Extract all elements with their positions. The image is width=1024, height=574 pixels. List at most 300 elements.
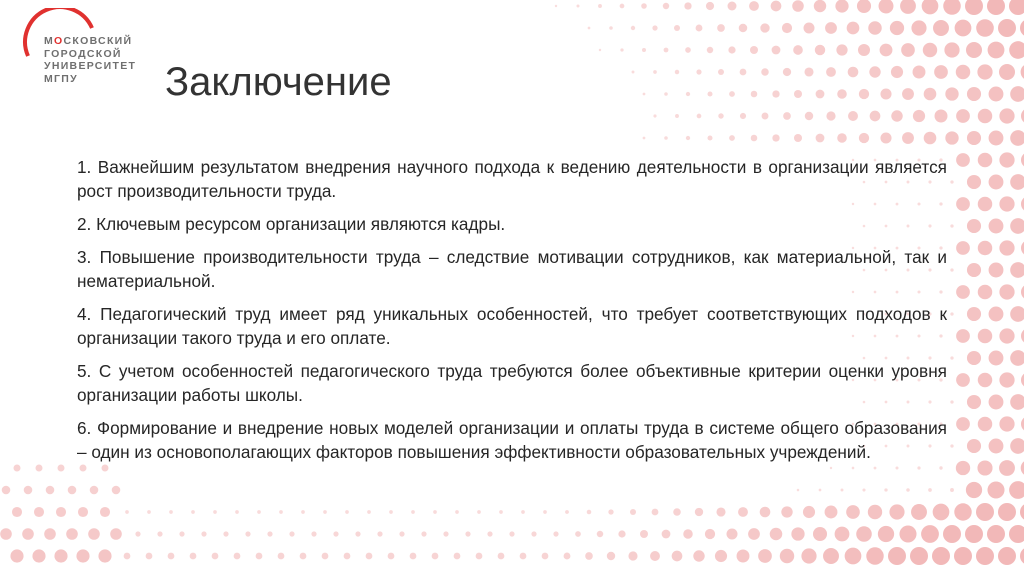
decorative-dot [879, 0, 894, 13]
decorative-dot [487, 531, 492, 536]
decorative-dot [1020, 19, 1024, 37]
decorative-dot [911, 504, 927, 520]
decorative-dot [1009, 41, 1024, 59]
decorative-dot [664, 48, 669, 53]
decorative-dot [245, 531, 250, 536]
decorative-dot [499, 510, 503, 514]
decorative-dot [454, 553, 461, 560]
decorative-dot [1010, 130, 1024, 146]
decorative-dot [770, 528, 783, 541]
decorative-dot [715, 550, 727, 562]
decorative-dot [967, 439, 981, 453]
decorative-dot [956, 285, 970, 299]
decorative-dot [542, 553, 549, 560]
decorative-dot [146, 553, 153, 560]
decorative-dot [978, 417, 992, 431]
decorative-dot [597, 531, 603, 537]
decorative-dot [978, 285, 992, 299]
decorative-dot [279, 510, 283, 514]
decorative-dot [695, 508, 703, 516]
decorative-dot [618, 530, 625, 537]
decorative-dot [934, 65, 948, 79]
decorative-dot [653, 114, 656, 117]
decorative-dot [1010, 218, 1024, 234]
decorative-dot [956, 109, 970, 123]
decorative-dot [841, 489, 844, 492]
decorative-dot [555, 5, 557, 7]
decorative-dot [869, 66, 880, 77]
decorative-dot [933, 504, 950, 521]
decorative-dot [989, 439, 1004, 454]
decorative-dot [792, 0, 804, 12]
decorative-dot [913, 110, 925, 122]
decorative-dot [609, 26, 613, 30]
decorative-dot [801, 548, 816, 563]
decorative-dot [878, 526, 894, 542]
decorative-dot [935, 110, 948, 123]
decorative-dot [575, 531, 581, 537]
decorative-dot [46, 486, 55, 495]
decorative-dot [835, 0, 848, 13]
decorative-dot [179, 531, 184, 536]
decorative-dot [399, 531, 404, 536]
decorative-dot [630, 509, 636, 515]
decorative-dot [989, 87, 1004, 102]
decorative-dot [998, 503, 1016, 521]
list-item: 2. Ключевым ресурсом организации являются кадры. [77, 214, 506, 234]
decorative-dot [520, 553, 527, 560]
decorative-dot [728, 46, 735, 53]
decorative-dot [902, 132, 914, 144]
decorative-dot [433, 510, 437, 514]
decorative-dot [825, 22, 837, 34]
decorative-dot [300, 553, 307, 560]
decorative-dot [954, 547, 972, 565]
decorative-dot [771, 1, 782, 12]
decorative-dot [576, 4, 579, 7]
decorative-dot [112, 486, 121, 495]
decorative-dot [235, 510, 239, 514]
decorative-dot [696, 69, 701, 74]
decorative-dot [999, 460, 1015, 476]
logo-text: УНИВЕРСИТЕТ [44, 60, 137, 72]
decorative-dot [911, 20, 926, 35]
decorative-dot [998, 19, 1016, 37]
decorative-dot [57, 464, 64, 471]
decorative-dot [870, 111, 881, 122]
decorative-dot [22, 528, 34, 540]
decorative-dot [98, 549, 111, 562]
decorative-dot [24, 486, 33, 495]
slide-title: Заключение [165, 60, 392, 104]
decorative-dot [88, 528, 100, 540]
decorative-dot [1010, 174, 1024, 190]
decorative-dot [620, 48, 623, 51]
decorative-dot [772, 90, 779, 97]
decorative-dot [289, 531, 294, 536]
decorative-dot [686, 136, 690, 140]
decorative-dot [707, 47, 713, 53]
decorative-dot [54, 549, 67, 562]
decorative-dot [987, 525, 1005, 543]
decorative-dot [978, 241, 992, 255]
decorative-dot [100, 507, 110, 517]
decorative-dot [12, 507, 22, 517]
decorative-dot [978, 153, 992, 167]
decorative-dot [978, 373, 992, 387]
decorative-dot [899, 525, 916, 542]
decorative-dot [68, 486, 77, 495]
decorative-dot [956, 241, 970, 255]
decorative-dot [673, 508, 681, 516]
university-logo [14, 8, 154, 88]
decorative-dot [910, 547, 928, 565]
decorative-dot [432, 553, 439, 560]
decorative-dot [967, 175, 981, 189]
decorative-dot [891, 66, 903, 78]
decorative-dot [421, 531, 426, 536]
decorative-dot [978, 109, 992, 123]
decorative-dot [943, 525, 961, 543]
decorative-dot [729, 91, 735, 97]
decorative-dot [965, 525, 983, 543]
decorative-dot [344, 553, 351, 560]
list-item: 1. Важнейшим результатом внедрения научного подхода к ведению деятельности в организации является рост производительности труда. [77, 157, 947, 201]
decorative-dot [749, 1, 759, 11]
decorative-dot [543, 510, 547, 514]
decorative-dot [814, 0, 826, 12]
decorative-dot [650, 551, 660, 561]
decorative-dot [10, 549, 23, 562]
decorative-dot [902, 88, 914, 100]
decorative-dot [943, 0, 961, 15]
decorative-dot [868, 21, 881, 34]
decorative-dot [797, 489, 800, 492]
list-item: 6. Формирование и внедрение новых моделей организации и оплаты труда в системе общего образования – один из основополагающих факторов повышения эффективности образовательных учреждений. [77, 418, 947, 462]
decorative-dot [465, 531, 470, 536]
decorative-dot [978, 197, 992, 211]
decorative-dot [739, 24, 748, 33]
decorative-dot [377, 531, 382, 536]
decorative-dot [950, 488, 954, 492]
decorative-dot [944, 42, 959, 57]
logo-text: М [44, 35, 55, 47]
decorative-dot [716, 507, 725, 516]
decorative-dot [884, 488, 887, 491]
decorative-dot [906, 488, 909, 491]
decorative-dot [758, 549, 772, 563]
decorative-dot [498, 553, 505, 560]
decorative-dot [967, 219, 981, 233]
decorative-dot [950, 268, 953, 271]
decorative-dot [913, 66, 926, 79]
decorative-dot [34, 507, 44, 517]
decorative-dot [965, 0, 983, 15]
decorative-dot [750, 46, 758, 54]
decorative-dot [848, 67, 859, 78]
decorative-dot [355, 531, 360, 536]
decorative-dot [956, 373, 970, 387]
decorative-dot [751, 135, 758, 142]
decorative-dot [988, 42, 1005, 59]
decorative-dot [740, 113, 746, 119]
decorative-dot [858, 44, 870, 56]
decorative-dot [989, 351, 1004, 366]
decorative-dot [933, 20, 949, 36]
decorative-dot [857, 0, 871, 13]
decorative-dot [301, 510, 305, 514]
decorative-dot [157, 531, 162, 536]
decorative-dot [950, 444, 953, 447]
decorative-dot [44, 528, 56, 540]
decorative-dot [585, 552, 593, 560]
decorative-dot [147, 510, 151, 514]
decorative-dot [169, 510, 173, 514]
decorative-dot [889, 504, 904, 519]
list-item: 5. С учетом особенностей педагогического труда требуются более объективные критерии оценки уровня организации работы школы. [77, 361, 947, 405]
decorative-dot [278, 553, 285, 560]
decorative-dot [628, 551, 637, 560]
decorative-dot [267, 531, 272, 536]
decorative-dot [410, 553, 417, 560]
decorative-dot [641, 3, 647, 9]
decorative-dot [729, 135, 735, 141]
decorative-dot [989, 395, 1004, 410]
logo-text: СКОВСКИЙ [63, 35, 133, 47]
decorative-dot [1010, 350, 1024, 366]
decorative-dot [565, 510, 569, 514]
list-item: 3. Повышение производительности труда – следствие мотивации сотрудников, как материальной, так и нематериальной. [77, 247, 947, 291]
decorative-dot [0, 528, 12, 540]
decorative-dot [761, 68, 769, 76]
decorative-dot [956, 417, 970, 431]
decorative-dot [945, 131, 958, 144]
decorative-dot [856, 526, 872, 542]
decorative-dot [664, 136, 668, 140]
decorative-dot [653, 70, 657, 74]
decorative-dot [1009, 0, 1024, 15]
decorative-dot [859, 133, 869, 143]
logo-text: ГОРОДСКОЙ [44, 47, 122, 60]
decorative-dot [794, 90, 802, 98]
decorative-dot [1020, 503, 1024, 521]
decorative-dot [891, 110, 902, 121]
decorative-dot [1009, 481, 1024, 499]
decorative-dot [989, 263, 1004, 278]
decorative-dot [791, 527, 804, 540]
decorative-dot [956, 329, 970, 343]
decorative-dot [620, 4, 625, 9]
decorative-dot [684, 2, 691, 9]
decorative-dot [880, 88, 891, 99]
decorative-dot [1010, 394, 1024, 410]
decorative-dot [967, 263, 981, 277]
decorative-dot [880, 132, 891, 143]
decorative-dot [950, 356, 953, 359]
decorative-dot [56, 507, 66, 517]
decorative-dot [643, 137, 646, 140]
decorative-dot [921, 525, 939, 543]
decorative-dot [890, 21, 904, 35]
decorative-dot [880, 44, 893, 57]
decorative-dot [924, 132, 937, 145]
decorative-dot [760, 507, 771, 518]
decorative-dot [847, 22, 860, 35]
decorative-dot [686, 92, 690, 96]
decorative-dot [999, 152, 1014, 167]
decorative-dot [13, 464, 20, 471]
decorative-dot [837, 133, 847, 143]
decorative-dot [168, 553, 175, 560]
decorative-dot [740, 69, 747, 76]
decorative-dot [928, 488, 932, 492]
decorative-dot [652, 509, 659, 516]
decorative-dot [323, 510, 327, 514]
decorative-dot [213, 510, 217, 514]
decorative-dot [1010, 306, 1024, 322]
decorative-dot [696, 25, 703, 32]
decorative-dot [672, 551, 683, 562]
decorative-dot [793, 45, 803, 55]
decorative-dot [718, 69, 724, 75]
decorative-dot [781, 506, 792, 517]
decorative-dot [967, 131, 981, 145]
decorative-dot [976, 19, 994, 37]
decorative-dot [748, 528, 760, 540]
decorative-dot [923, 43, 937, 57]
decorative-dot [737, 550, 750, 563]
decorative-dot [989, 307, 1004, 322]
decorative-dot [135, 531, 140, 536]
decorative-dot [212, 553, 219, 560]
decorative-dot [999, 108, 1014, 123]
decorative-dot [35, 464, 42, 471]
decorative-dot [726, 528, 737, 539]
decorative-dot [922, 0, 939, 14]
decorative-dot [956, 197, 970, 211]
decorative-dot [782, 23, 792, 33]
decorative-dot [813, 527, 827, 541]
decorative-dot [760, 23, 769, 32]
decorative-dot [956, 65, 970, 79]
decorative-dot [588, 27, 591, 30]
decorative-dot [607, 552, 615, 560]
decorative-dot [322, 553, 329, 560]
decorative-dot [950, 312, 953, 315]
decorative-dot [836, 44, 847, 55]
decorative-dot [999, 284, 1014, 299]
decorative-dot [816, 90, 825, 99]
decorative-dot [956, 461, 970, 475]
decorative-dot [900, 0, 916, 14]
decorative-dot [599, 49, 601, 51]
decorative-dot [190, 553, 197, 560]
decorative-dot [632, 71, 635, 74]
decorative-dot [999, 328, 1014, 343]
decorative-dot [443, 531, 448, 536]
decorative-dot [663, 3, 669, 9]
decorative-dot [608, 509, 613, 514]
decorative-dot [587, 510, 592, 515]
decorative-dot [999, 64, 1015, 80]
decorative-dot [643, 93, 646, 96]
decorative-dot [598, 4, 602, 8]
decorative-dot [705, 529, 715, 539]
decorative-dot [846, 505, 860, 519]
decorative-dot [845, 548, 862, 565]
decorative-dot [967, 395, 981, 409]
decorative-dot [675, 114, 679, 118]
decorative-dot [631, 26, 635, 30]
decorative-dot [783, 68, 791, 76]
decorative-dot [819, 489, 822, 492]
decorative-dot [976, 547, 994, 565]
decorative-dot [751, 91, 758, 98]
decorative-dot [1020, 547, 1024, 565]
decorative-dot [411, 510, 415, 514]
decorative-dot [762, 113, 769, 120]
decorative-dot [950, 400, 953, 403]
decorative-dot [966, 482, 982, 498]
decorative-dot [803, 506, 815, 518]
decorative-dot [888, 547, 906, 565]
decorative-dot [640, 530, 648, 538]
decorative-dot [257, 510, 261, 514]
decorative-dot [76, 549, 89, 562]
decorative-dot [823, 548, 839, 564]
decorative-dot [1010, 262, 1024, 278]
decorative-dot [987, 0, 1005, 15]
decorative-dot [738, 507, 748, 517]
decorative-dot [998, 547, 1016, 565]
decorative-dot [388, 553, 395, 560]
decorative-dot [794, 134, 802, 142]
decorative-dot [683, 529, 693, 539]
decorative-dot [367, 510, 371, 514]
decorative-dot [521, 510, 525, 514]
decorative-dot [945, 87, 958, 100]
decorative-dot [835, 527, 850, 542]
decorative-dot [509, 531, 514, 536]
decorative-dot [837, 89, 847, 99]
decorative-dot [66, 528, 78, 540]
decorative-dot [950, 180, 953, 183]
decorative-dot [977, 64, 992, 79]
decorative-dot [706, 2, 714, 10]
decorative-dot [866, 547, 883, 564]
decorative-dot [999, 372, 1014, 387]
decorative-dot [389, 510, 393, 514]
decorative-dot [124, 553, 131, 560]
decorative-dot [90, 486, 99, 495]
decorative-dot [553, 531, 558, 536]
decorative-dot [2, 486, 11, 495]
decorative-dot [848, 111, 858, 121]
list-item: 4. Педагогический труд имеет ряд уникальных особенностей, что требует соответствующих подходов к организации такого труда и его оплате. [77, 304, 947, 348]
decorative-dot [825, 506, 838, 519]
decorative-dot [728, 2, 737, 11]
decorative-dot [531, 531, 536, 536]
decorative-dot [967, 351, 981, 365]
decorative-dot [366, 553, 373, 560]
decorative-dot [950, 224, 953, 227]
decorative-dot [977, 460, 992, 475]
decorative-dot [803, 22, 814, 33]
logo-text: МГПУ [44, 72, 78, 85]
decorative-dot [987, 481, 1004, 498]
decorative-dot [989, 131, 1004, 146]
decorative-dot [932, 547, 950, 565]
